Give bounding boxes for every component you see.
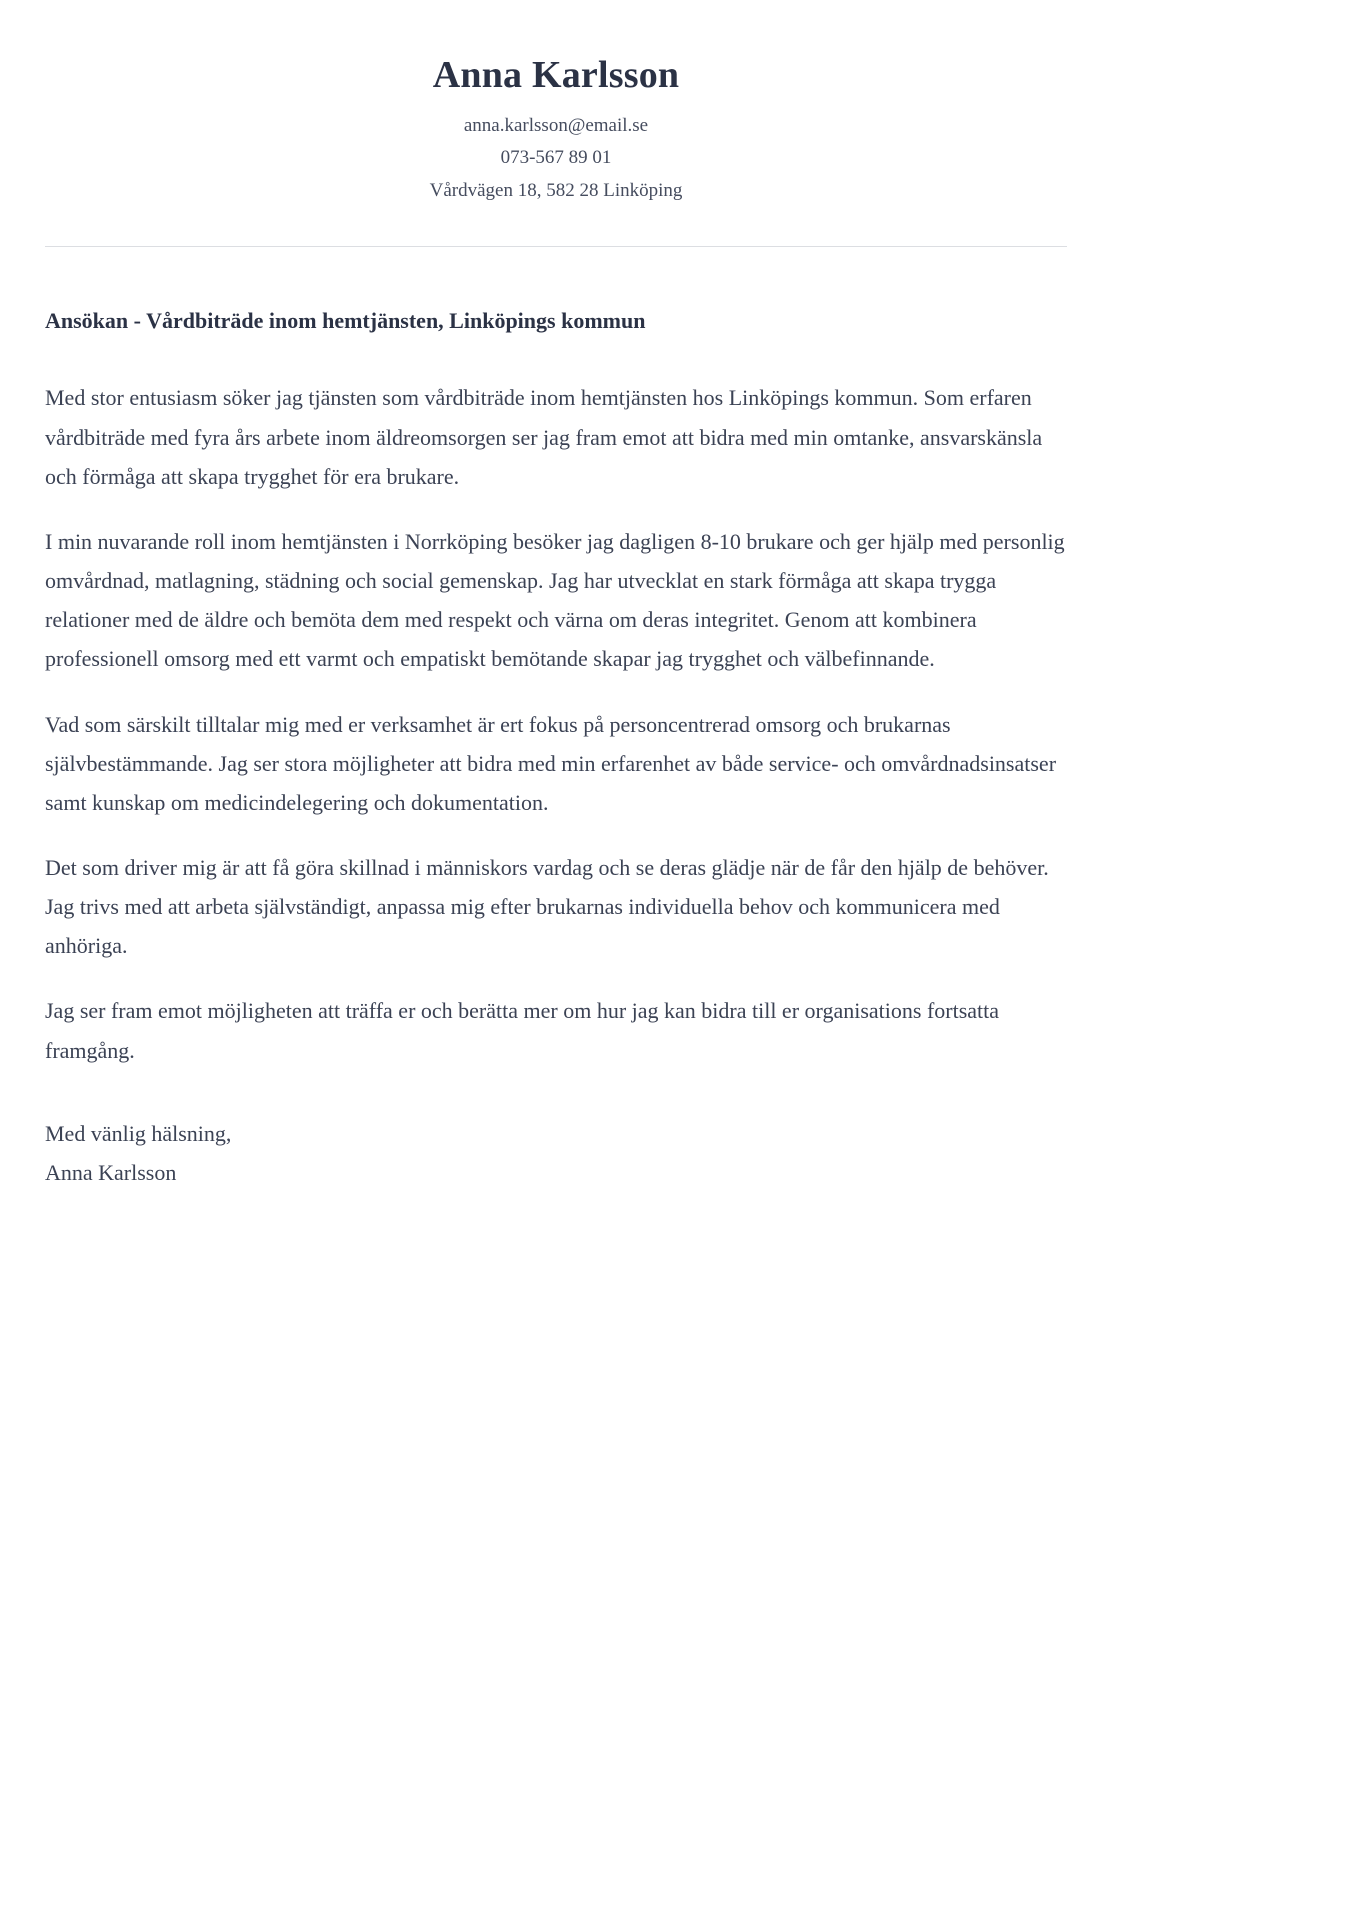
candidate-name: Anna Karlsson — [432, 54, 680, 96]
body-paragraph-5: Jag ser fram emot möjligheten att träffa er och berätta mer om hur jag kan bidra till er organisations fortsatta framgång. — [45, 998, 1000, 1063]
body-paragraph-2: I min nuvarande roll inom hemtjänsten i Norrköping besöker jag dagligen 8-10 brukare och ger hjälp med personlig omvårdnad, matlagning, städning och social gemenskap. Jag har utvecklat en stark förmåga att skapa trygga relationer med de äldre och bemöta dem med respekt och värna om deras integritet. Genom att kombinera professionell omsorg med ett varmt och empatiskt bemötande skapar jag trygghet och välbefinnande. — [45, 528, 1065, 672]
letter-body — [45, 305, 1067, 1193]
contact-email: anna.karlsson@email.se — [463, 114, 649, 136]
body-paragraph-3: Vad som särskilt tilltalar mig med er verksamhet är ert fokus på personcentrerad omsorg och brukarnas självbestämmande. Jag ser stora möjligheter att bidra med min erfarenhet av både service- och omvårdnadsinsatser samt kunskap om medicindelegering och dokumentation. — [45, 711, 1057, 815]
contact-phone: 073-567 89 01 — [500, 147, 612, 169]
letter-sheet — [45, 0, 1067, 1192]
closing-salutation: Med vänlig hälsning, — [45, 1120, 232, 1146]
body-paragraph-4: Det som driver mig är att få göra skillnad i människors vardag och se deras glädje när de får den hjälp de behöver. Jag trivs med att arbeta självständigt, anpassa mig efter brukarnas individuella behov och kommunicera med anhöriga. — [45, 854, 1049, 959]
subject-line: Ansökan - Vårdbiträde inom hemtjänsten, Linköpings kommun — [45, 307, 646, 333]
letter-signoff — [45, 1114, 1067, 1192]
contact-address: Vårdvägen 18, 582 28 Linköping — [429, 179, 683, 201]
closing-signature: Anna Karlsson — [45, 1159, 177, 1185]
letter-header — [45, 0, 1067, 247]
header-divider — [45, 246, 1067, 247]
body-paragraph-1: Med stor entusiasm söker jag tjänsten som vårdbiträde inom hemtjänsten hos Linköpings kommun. Som erfaren vårdbiträde med fyra års arbete inom äldreomsorgen ser jag fram emot att bidra med min omtanke, ansvarskänsla och förmåga att skapa trygghet för era brukare. — [45, 385, 1043, 489]
